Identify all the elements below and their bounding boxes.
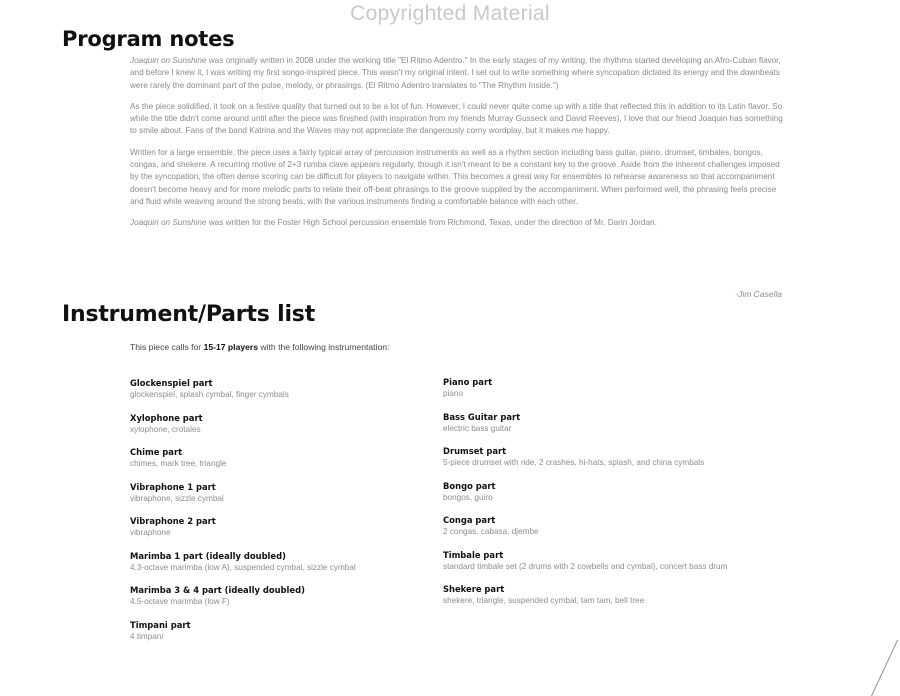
page-edge-line bbox=[871, 640, 900, 696]
part-entry bbox=[130, 585, 430, 608]
part-name: Conga part bbox=[443, 515, 496, 525]
part-name: Marimba 3 & 4 part (ideally doubled) bbox=[130, 585, 305, 595]
part-name: Bass Guitar part bbox=[443, 411, 521, 422]
part-name: Vibraphone 2 part bbox=[130, 516, 216, 526]
part-instruments: vibraphone, sizzle cymbal bbox=[130, 493, 224, 503]
part-name: Shekere part bbox=[443, 584, 505, 594]
part-name: Marimba 1 part (ideally doubled) bbox=[130, 550, 286, 561]
part-instruments: chimes, mark tree, triangle bbox=[130, 459, 227, 468]
parts-intro: This piece calls for 15-17 players with the following instrumentation: bbox=[130, 342, 390, 352]
part-instruments: 4.5-octave marimba (low F) bbox=[130, 597, 230, 606]
part-entry bbox=[130, 482, 430, 505]
part-instruments: xylophone, crotales bbox=[130, 424, 201, 434]
program-notes-body bbox=[130, 55, 785, 239]
program-notes-heading: Program notes bbox=[62, 27, 235, 51]
notes-paragraph-4: Joaquin on Sunshine was written for the Foster High School percussion ensemble from Richmond, Texas, under the direction of Mr. Darin Jordan. bbox=[130, 218, 657, 228]
part-name: Piano part bbox=[443, 377, 493, 387]
part-name: Vibraphone 1 part bbox=[130, 481, 216, 492]
part-entry bbox=[443, 412, 733, 435]
part-instruments: glockenspiel, splash cymbal, finger cymbals bbox=[130, 390, 289, 399]
part-entry bbox=[443, 446, 733, 469]
part-instruments: standard timbale set (2 drums with 2 cowbells and cymbal), concert bass drum bbox=[443, 561, 728, 571]
notes-paragraph-1: Joaquin on Sunshine was originally written in 2008 under the working title "El Ritmo Adentro." In the early stages of my writing, the rhythms started developing an Afro-Cuban flavor, and before I knew it, I was writing my first songo-inspired piece. This wasn't my original intent. I set out to write something where syncopation dictated its energy and the downbeats were rarely the dominant part of the pulse, melody, or phrasings. (El Ritmo Adentro translates to "The Rhythm Inside.") bbox=[130, 56, 781, 90]
notes-paragraph-3: Written for a large ensemble, the piece uses a fairly typical array of percussion instruments as well as a rhythm section including bass guitar, piano, drumset, timbales, bongos, congas, and shekere. A recurring motive of 2+3 rumba clave appears regularly, though it isn't meant to be a constant key to the groove. Aside from the inherent challenges imposed by the syncopation, the often dense scoring can be difficult for players to navigate within. This becomes a great way for ensembles to rehearse awareness so that accompaniment doesn't become heavy and for more melodic parts to relate their off-beat phrasings to the groove supplied by the accompaniment. When performed well, the phrasing feels precise and fluid while weaving around the strong beats, with the various instruments finding a comfortable balance with each other. bbox=[130, 147, 780, 206]
part-name: Timpani part bbox=[130, 619, 191, 630]
author-signature: -Jim Casella bbox=[735, 289, 782, 299]
part-name: Chime part bbox=[130, 447, 183, 457]
parts-list-heading: Instrument/Parts list bbox=[62, 302, 316, 327]
part-entry bbox=[443, 550, 733, 573]
part-instruments: shekere, triangle, suspended cymbal, tam tam, bell tree bbox=[443, 596, 645, 605]
part-entry bbox=[130, 516, 430, 539]
part-name: Timbale part bbox=[443, 549, 504, 560]
part-instruments: 4.3-octave marimba (low A), suspended cymbal, sizzle cymbal bbox=[130, 562, 356, 572]
part-entry bbox=[130, 378, 430, 401]
part-name: Glockenspiel part bbox=[130, 378, 213, 388]
parts-column-right bbox=[443, 377, 733, 619]
part-entry bbox=[130, 413, 430, 436]
part-entry bbox=[130, 551, 430, 574]
watermark: Copyrighted Material bbox=[350, 2, 550, 25]
parts-column-left bbox=[130, 378, 430, 654]
part-entry bbox=[443, 481, 733, 504]
part-instruments: 4 timpani bbox=[130, 631, 164, 641]
part-instruments: vibraphone bbox=[130, 528, 171, 537]
part-name: Bongo part bbox=[443, 480, 496, 491]
part-name: Xylophone part bbox=[130, 412, 203, 423]
part-entry bbox=[443, 584, 733, 607]
part-name: Drumset part bbox=[443, 446, 507, 456]
notes-paragraph-2: As the piece solidified, it took on a festive quality that turned out to be a lot of fun. However, I could never quite come up with a title that reflected this in addition to its Latin flavor. So while the title didn't come around until after the piece was finished (with inspiration from my friends Murray Gusseck and David Reeves), I love that our friend Joaquin has something to smile about. Fans of the band Katrina and the Waves may not appreciate the dangerously corny wordplay, but it makes me happy. bbox=[130, 101, 783, 136]
part-instruments: 2 congas, cabasa, djembe bbox=[443, 527, 539, 536]
part-entry bbox=[130, 620, 430, 643]
part-entry bbox=[443, 377, 733, 400]
part-instruments: 5-piece drumset with ride, 2 crashes, hi-hats, splash, and china cymbals bbox=[443, 458, 705, 467]
part-instruments: piano bbox=[443, 389, 464, 398]
part-instruments: electric bass guitar bbox=[443, 423, 512, 433]
part-instruments: bongos, guiro bbox=[443, 492, 493, 502]
part-entry bbox=[443, 515, 733, 538]
part-entry bbox=[130, 447, 430, 470]
